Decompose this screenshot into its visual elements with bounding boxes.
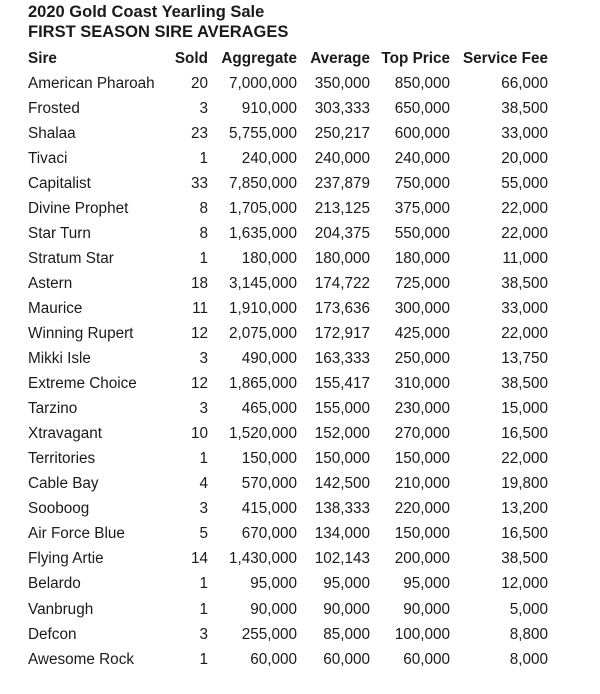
column-header-sold: Sold bbox=[174, 49, 208, 67]
sire-cell: Belardo bbox=[28, 575, 81, 593]
sold-cell: 1 bbox=[199, 600, 208, 618]
average-cell: 303,333 bbox=[314, 99, 370, 117]
aggregate-cell: 3,145,000 bbox=[228, 274, 297, 292]
table-row bbox=[22, 146, 548, 171]
service-fee-cell: 22,000 bbox=[501, 224, 548, 242]
sold-cell: 18 bbox=[190, 274, 208, 292]
sold-cell: 3 bbox=[199, 500, 208, 518]
sold-cell: 12 bbox=[190, 324, 208, 342]
service-fee-cell: 19,800 bbox=[501, 475, 548, 493]
sire-cell: American Pharoah bbox=[28, 74, 155, 92]
top-price-cell: 100,000 bbox=[394, 625, 450, 643]
sold-cell: 1 bbox=[199, 575, 208, 593]
top-price-cell: 300,000 bbox=[394, 299, 450, 317]
aggregate-cell: 1,910,000 bbox=[228, 299, 297, 317]
average-cell: 172,917 bbox=[314, 324, 370, 342]
average-cell: 163,333 bbox=[314, 350, 370, 368]
top-price-cell: 600,000 bbox=[394, 124, 450, 142]
aggregate-cell: 150,000 bbox=[241, 450, 297, 468]
aggregate-cell: 415,000 bbox=[241, 500, 297, 518]
table-row bbox=[22, 121, 548, 146]
service-fee-cell: 38,500 bbox=[501, 99, 548, 117]
table-row bbox=[22, 71, 548, 96]
sire-cell: Winning Rupert bbox=[28, 324, 134, 342]
sold-cell: 11 bbox=[192, 299, 208, 317]
sold-cell: 14 bbox=[190, 550, 208, 568]
sold-cell: 5 bbox=[199, 525, 208, 543]
top-price-cell: 310,000 bbox=[394, 375, 450, 393]
average-cell: 237,879 bbox=[314, 174, 370, 192]
service-fee-cell: 38,500 bbox=[501, 274, 548, 292]
sold-cell: 3 bbox=[199, 350, 208, 368]
sire-cell: Air Force Blue bbox=[28, 525, 125, 543]
table-row bbox=[22, 196, 548, 221]
top-price-cell: 60,000 bbox=[403, 650, 450, 668]
sire-cell: Flying Artie bbox=[28, 550, 104, 568]
page-subtitle: FIRST SEASON SIRE AVERAGES bbox=[28, 23, 289, 41]
service-fee-cell: 22,000 bbox=[501, 324, 548, 342]
sold-cell: 8 bbox=[199, 199, 208, 217]
aggregate-cell: 1,430,000 bbox=[228, 550, 297, 568]
aggregate-cell: 1,705,000 bbox=[228, 199, 297, 217]
sold-cell: 1 bbox=[199, 450, 208, 468]
service-fee-cell: 33,000 bbox=[501, 124, 548, 142]
aggregate-cell: 95,000 bbox=[250, 575, 297, 593]
top-price-cell: 150,000 bbox=[394, 450, 450, 468]
average-cell: 240,000 bbox=[314, 149, 370, 167]
aggregate-cell: 240,000 bbox=[241, 149, 297, 167]
service-fee-cell: 12,000 bbox=[501, 575, 548, 593]
aggregate-cell: 910,000 bbox=[241, 99, 297, 117]
sire-averages-table bbox=[22, 46, 548, 672]
table-row bbox=[22, 447, 548, 472]
table-row bbox=[22, 397, 548, 422]
sire-cell: Extreme Choice bbox=[28, 375, 137, 393]
sire-cell: Star Turn bbox=[28, 224, 91, 242]
table-header-row bbox=[22, 46, 548, 71]
aggregate-cell: 90,000 bbox=[250, 600, 297, 618]
average-cell: 138,333 bbox=[314, 500, 370, 518]
table-row bbox=[22, 472, 548, 497]
top-price-cell: 425,000 bbox=[394, 324, 450, 342]
sire-cell: Cable Bay bbox=[28, 475, 99, 493]
table-row bbox=[22, 597, 548, 622]
service-fee-cell: 11,000 bbox=[502, 249, 548, 267]
top-price-cell: 180,000 bbox=[394, 249, 450, 267]
table-row bbox=[22, 271, 548, 296]
aggregate-cell: 60,000 bbox=[250, 650, 297, 668]
aggregate-cell: 7,000,000 bbox=[228, 74, 297, 92]
table-row bbox=[22, 321, 548, 346]
average-cell: 85,000 bbox=[323, 625, 370, 643]
service-fee-cell: 33,000 bbox=[501, 299, 548, 317]
sire-cell: Divine Prophet bbox=[28, 199, 129, 217]
service-fee-cell: 8,000 bbox=[509, 650, 548, 668]
average-cell: 102,143 bbox=[314, 550, 370, 568]
sire-cell: Frosted bbox=[28, 99, 80, 117]
average-cell: 150,000 bbox=[314, 450, 370, 468]
sire-cell: Sooboog bbox=[28, 500, 90, 518]
aggregate-cell: 5,755,000 bbox=[228, 124, 297, 142]
top-price-cell: 150,000 bbox=[394, 525, 450, 543]
sire-cell: Territories bbox=[28, 450, 96, 468]
sold-cell: 1 bbox=[199, 149, 208, 167]
sold-cell: 1 bbox=[199, 650, 208, 668]
table-row bbox=[22, 572, 548, 597]
service-fee-cell: 5,000 bbox=[509, 600, 548, 618]
average-cell: 350,000 bbox=[314, 74, 370, 92]
top-price-cell: 550,000 bbox=[394, 224, 450, 242]
sold-cell: 3 bbox=[199, 625, 208, 643]
sire-cell: Shalaa bbox=[28, 124, 76, 142]
aggregate-cell: 570,000 bbox=[241, 475, 297, 493]
average-cell: 60,000 bbox=[323, 650, 370, 668]
sire-cell: Mikki Isle bbox=[28, 350, 91, 368]
sire-cell: Capitalist bbox=[28, 174, 91, 192]
column-header-average: Average bbox=[310, 49, 370, 67]
top-price-cell: 375,000 bbox=[394, 199, 450, 217]
table-row bbox=[22, 347, 548, 372]
average-cell: 250,217 bbox=[314, 124, 370, 142]
top-price-cell: 725,000 bbox=[394, 274, 450, 292]
sire-cell: Tarzino bbox=[28, 400, 78, 418]
table-row bbox=[22, 497, 548, 522]
aggregate-cell: 670,000 bbox=[241, 525, 297, 543]
average-cell: 142,500 bbox=[314, 475, 370, 493]
average-cell: 155,000 bbox=[314, 400, 370, 418]
top-price-cell: 650,000 bbox=[394, 99, 450, 117]
table-body bbox=[22, 71, 548, 672]
average-cell: 90,000 bbox=[323, 600, 370, 618]
column-header-service-fee: Service Fee bbox=[462, 49, 548, 67]
top-price-cell: 250,000 bbox=[394, 350, 450, 368]
sire-cell: Defcon bbox=[28, 625, 77, 643]
average-cell: 134,000 bbox=[314, 525, 370, 543]
table-row bbox=[22, 246, 548, 271]
aggregate-cell: 1,865,000 bbox=[228, 375, 297, 393]
average-cell: 174,722 bbox=[314, 274, 370, 292]
top-price-cell: 95,000 bbox=[403, 575, 450, 593]
top-price-cell: 90,000 bbox=[403, 600, 450, 618]
column-header-sire: Sire bbox=[28, 49, 57, 67]
aggregate-cell: 2,075,000 bbox=[228, 324, 297, 342]
table-row bbox=[22, 622, 548, 647]
aggregate-cell: 7,850,000 bbox=[228, 174, 297, 192]
service-fee-cell: 13,200 bbox=[501, 500, 548, 518]
sold-cell: 33 bbox=[190, 174, 208, 192]
table-row bbox=[22, 296, 548, 321]
table-row bbox=[22, 372, 548, 397]
sire-cell: Awesome Rock bbox=[28, 650, 134, 668]
service-fee-cell: 20,000 bbox=[501, 149, 548, 167]
table-row bbox=[22, 221, 548, 246]
aggregate-cell: 465,000 bbox=[241, 400, 297, 418]
service-fee-cell: 38,500 bbox=[501, 550, 548, 568]
sold-cell: 20 bbox=[190, 74, 208, 92]
service-fee-cell: 22,000 bbox=[501, 199, 548, 217]
aggregate-cell: 180,000 bbox=[241, 249, 297, 267]
heading-block bbox=[28, 2, 288, 42]
sire-cell: Maurice bbox=[28, 299, 83, 317]
top-price-cell: 750,000 bbox=[394, 174, 450, 192]
sire-cell: Xtravagant bbox=[28, 425, 102, 443]
service-fee-cell: 22,000 bbox=[501, 450, 548, 468]
aggregate-cell: 490,000 bbox=[241, 350, 297, 368]
sold-cell: 4 bbox=[199, 475, 208, 493]
top-price-cell: 230,000 bbox=[394, 400, 450, 418]
aggregate-cell: 255,000 bbox=[241, 625, 297, 643]
service-fee-cell: 38,500 bbox=[501, 375, 548, 393]
service-fee-cell: 15,000 bbox=[501, 400, 548, 418]
service-fee-cell: 55,000 bbox=[501, 174, 548, 192]
sold-cell: 3 bbox=[199, 400, 208, 418]
sold-cell: 3 bbox=[199, 99, 208, 117]
table-row bbox=[22, 522, 548, 547]
table-row bbox=[22, 96, 548, 121]
aggregate-cell: 1,635,000 bbox=[228, 224, 297, 242]
sold-cell: 23 bbox=[190, 124, 208, 142]
sold-cell: 1 bbox=[199, 249, 208, 267]
sold-cell: 10 bbox=[190, 425, 208, 443]
sire-cell: Tivaci bbox=[28, 149, 68, 167]
top-price-cell: 270,000 bbox=[394, 425, 450, 443]
table-row bbox=[22, 422, 548, 447]
sire-cell: Vanbrugh bbox=[28, 600, 94, 618]
average-cell: 180,000 bbox=[314, 249, 370, 267]
table-row bbox=[22, 547, 548, 572]
average-cell: 152,000 bbox=[314, 425, 370, 443]
top-price-cell: 210,000 bbox=[394, 475, 450, 493]
column-header-aggregate: Aggregate bbox=[221, 49, 297, 67]
average-cell: 155,417 bbox=[314, 375, 370, 393]
average-cell: 95,000 bbox=[323, 575, 370, 593]
average-cell: 173,636 bbox=[314, 299, 370, 317]
table-row bbox=[22, 647, 548, 672]
average-cell: 213,125 bbox=[314, 199, 370, 217]
top-price-cell: 220,000 bbox=[394, 500, 450, 518]
page-title: 2020 Gold Coast Yearling Sale bbox=[28, 3, 265, 21]
average-cell: 204,375 bbox=[314, 224, 370, 242]
top-price-cell: 240,000 bbox=[394, 149, 450, 167]
service-fee-cell: 16,500 bbox=[501, 425, 548, 443]
top-price-cell: 850,000 bbox=[394, 74, 450, 92]
service-fee-cell: 8,800 bbox=[509, 625, 548, 643]
table-row bbox=[22, 171, 548, 196]
top-price-cell: 200,000 bbox=[394, 550, 450, 568]
aggregate-cell: 1,520,000 bbox=[228, 425, 297, 443]
sire-cell: Astern bbox=[28, 274, 73, 292]
sold-cell: 12 bbox=[190, 375, 208, 393]
service-fee-cell: 16,500 bbox=[501, 525, 548, 543]
service-fee-cell: 66,000 bbox=[501, 74, 548, 92]
column-header-top-price: Top Price bbox=[381, 49, 450, 67]
sold-cell: 8 bbox=[199, 224, 208, 242]
sire-cell: Stratum Star bbox=[28, 249, 114, 267]
service-fee-cell: 13,750 bbox=[501, 350, 548, 368]
